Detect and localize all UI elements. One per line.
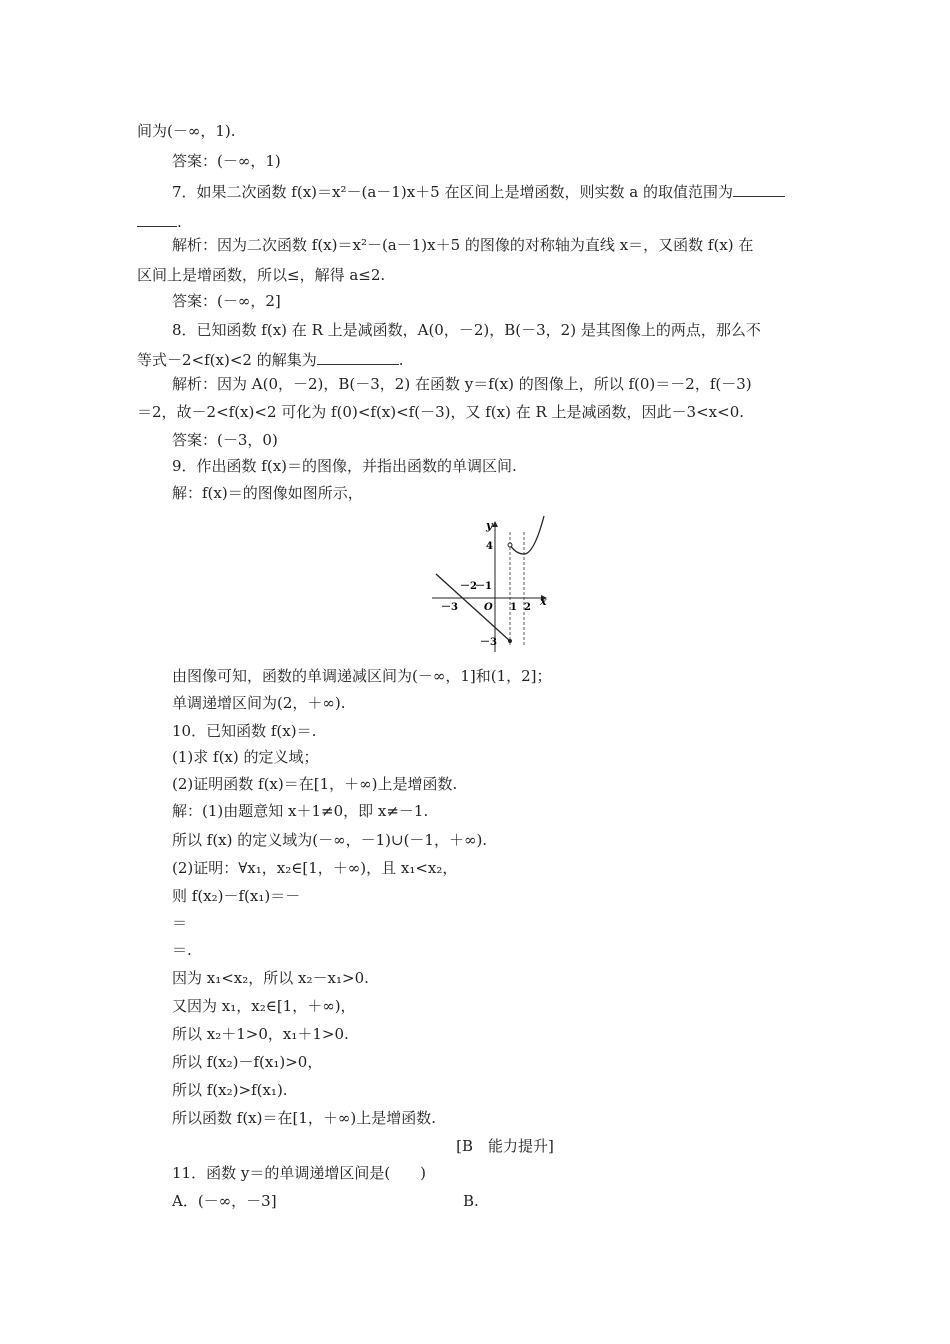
question-8-cont: 等式－2<f(x)<2 的解集为 . xyxy=(137,351,404,369)
question-10: 10．已知函数 f(x)＝. xyxy=(172,722,317,740)
solution-10: 则 f(x₂)－f(x₁)＝－ xyxy=(172,887,301,905)
answer-line: 答案：(－3，0) xyxy=(172,431,278,449)
option-b[interactable]: B. xyxy=(463,1192,479,1210)
open-endpoint xyxy=(508,543,512,547)
y-tick-neg3: －3 xyxy=(480,637,497,648)
question-11: 11．函数 y＝的单调递增区间是( ) xyxy=(172,1164,427,1182)
x-tick-neg3: －3 xyxy=(441,602,458,613)
answer-blank[interactable] xyxy=(733,181,785,197)
solution-10: 所以 x₂＋1>0，x₁＋1>0. xyxy=(172,1025,349,1043)
section-heading: [B 能力提升] xyxy=(456,1137,554,1155)
solution-9-cont: 单调递增区间为(2，＋∞). xyxy=(172,694,346,712)
solution-10: 所以 f(x₂)－f(x₁)>0， xyxy=(172,1053,323,1071)
question-10-part2: (2)证明函数 f(x)＝在[1，＋∞)上是增函数. xyxy=(172,775,458,793)
origin-label: O xyxy=(484,602,493,613)
closed-endpoint xyxy=(508,639,512,643)
x-tick-1: 1 xyxy=(510,602,517,613)
x-tick-neg1: －1 xyxy=(475,581,492,592)
question-8: 8．已知函数 f(x) 在 R 上是减函数，A(0，－2)，B(－3，2) 是其图像上的两点，那么不 xyxy=(172,321,761,339)
solution-7-cont: 区间上是增函数，所以≤，解得 a≤2. xyxy=(137,266,386,284)
solution-8: 解析：因为 A(0，－2)，B(－3，2) 在函数 y＝f(x) 的图像上，所以 f(0)＝－2，f(－3) xyxy=(172,375,752,393)
solution-10: 所以函数 f(x)＝在[1，＋∞)上是增函数. xyxy=(172,1109,436,1127)
x-tick-2: 2 xyxy=(524,602,531,613)
answer-line: 答案：(－∞，1) xyxy=(172,152,281,170)
x-tick-neg2: －2 xyxy=(460,581,477,592)
y-tick-4: 4 xyxy=(486,541,493,552)
answer-line: 答案：(－∞，2] xyxy=(172,292,281,310)
solution-10: 所以 f(x₂)>f(x₁). xyxy=(172,1081,288,1099)
solution-10: 所以 f(x) 的定义域为(－∞，－1)∪(－1，＋∞). xyxy=(172,831,488,849)
question-7-cont: . xyxy=(137,211,182,232)
solution-9-cont: 由图像可知，函数的单调递减区间为(－∞，1]和(1，2]； xyxy=(172,667,552,685)
text-line: 间为(－∞，1). xyxy=(137,122,236,140)
answer-blank[interactable] xyxy=(317,349,399,365)
solution-10: 因为 x₁<x₂，所以 x₂－x₁>0. xyxy=(172,969,369,987)
parabola-segment xyxy=(510,516,544,554)
solution-10: 解：(1)由题意知 x＋1≠0，即 x≠－1. xyxy=(172,802,429,820)
solution-8-cont: ＝2，故－2<f(x)<2 可化为 f(0)<f(x)<f(－3)，又 f(x) 在 R 上是减函数，因此－3<x<0. xyxy=(137,403,745,421)
question-9: 9．作出函数 f(x)＝的图像，并指出函数的单调区间. xyxy=(172,457,517,475)
solution-10: (2)证明：∀x₁，x₂∈[1，＋∞)，且 x₁<x₂， xyxy=(172,859,458,877)
solution-9: 解：f(x)＝的图像如图所示， xyxy=(172,484,363,502)
answer-blank[interactable] xyxy=(137,211,177,227)
solution-10: ＝. xyxy=(172,941,192,959)
function-graph xyxy=(428,512,558,652)
solution-10: 又因为 x₁，x₂∈[1，＋∞)， xyxy=(172,997,356,1015)
solution-10: ＝ xyxy=(172,914,188,932)
question-10-part1: (1)求 f(x) 的定义域； xyxy=(172,748,319,766)
question-7: 7．如果二次函数 f(x)＝x²－(a－1)x＋5 在区间上是增函数，则实数 a 的取值范围为 xyxy=(172,181,785,202)
option-a[interactable]: A．(－∞，－3] xyxy=(172,1192,277,1210)
y-axis-label: y xyxy=(486,519,493,532)
x-axis-label: x xyxy=(540,595,547,608)
solution-7: 解析：因为二次函数 f(x)＝x²－(a－1)x＋5 的图像的对称轴为直线 x＝，又函数 f(x) 在 xyxy=(172,236,754,254)
